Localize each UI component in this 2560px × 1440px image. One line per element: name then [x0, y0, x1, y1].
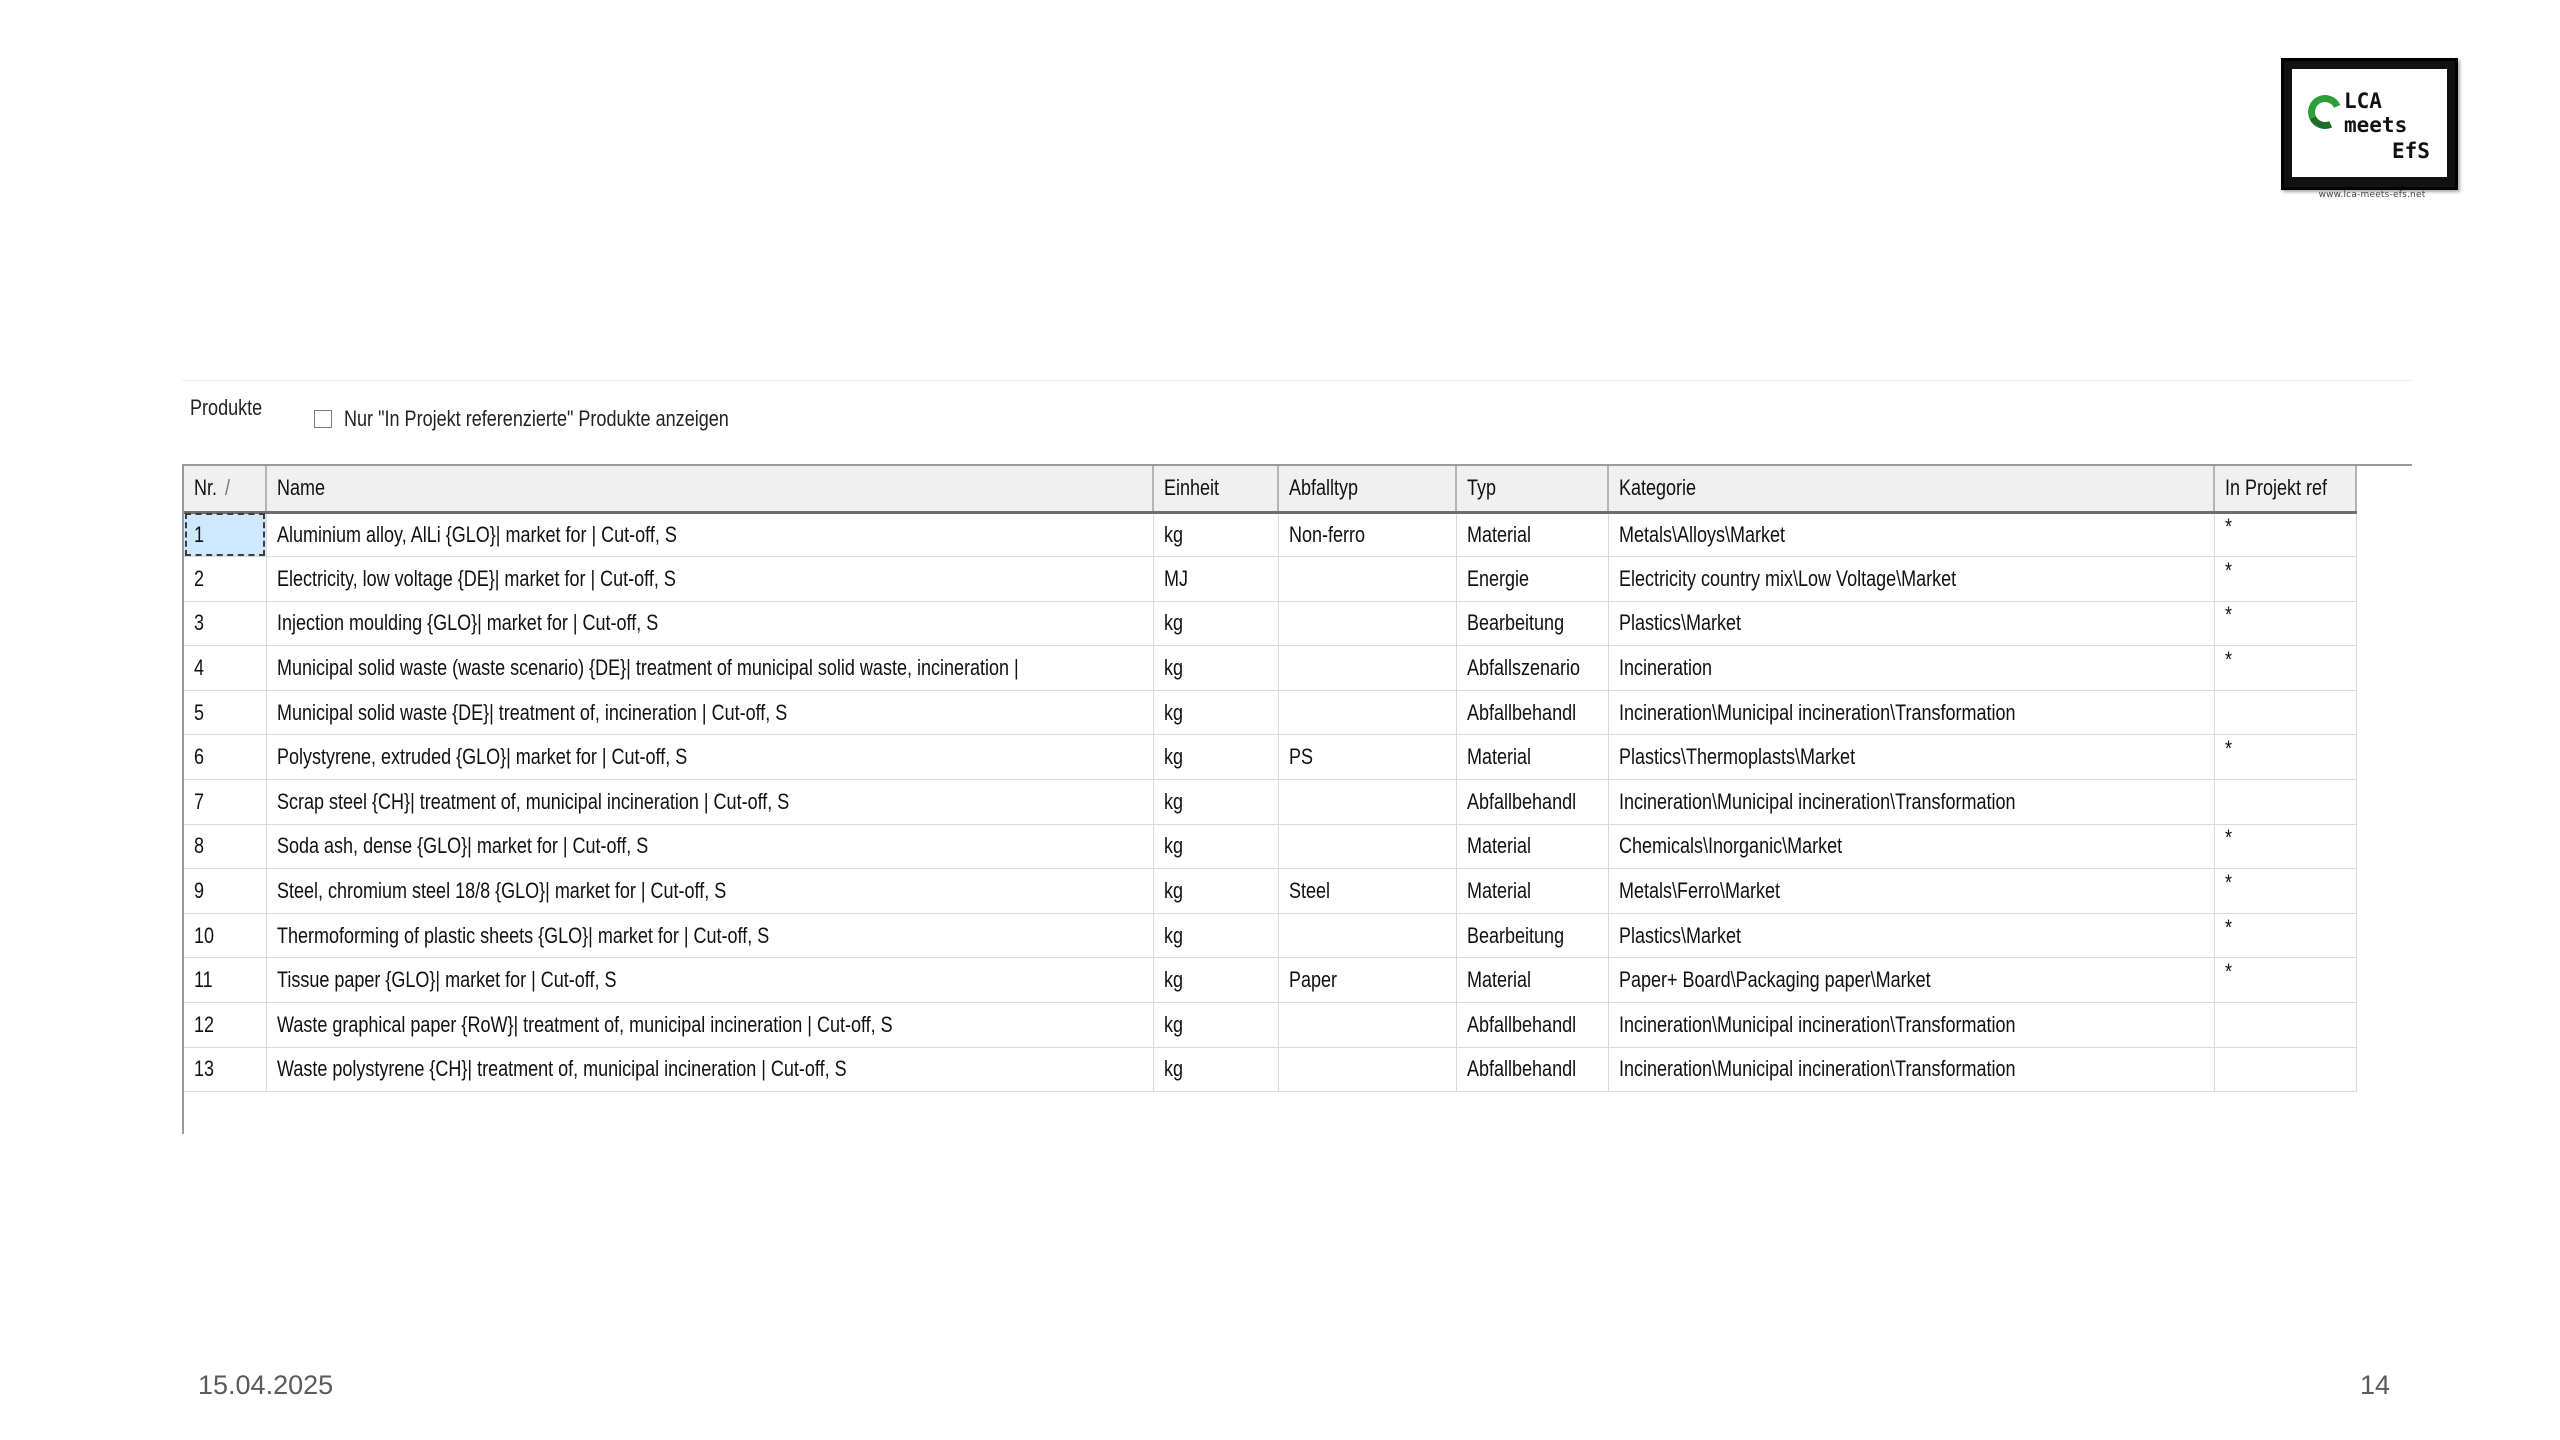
cell-kategorie[interactable]: Metals\Alloys\Market — [1608, 512, 2214, 557]
column-header-in-projekt-ref[interactable]: In Projekt ref — [2214, 466, 2356, 512]
cell-abfalltyp[interactable]: Non-ferro — [1278, 512, 1456, 557]
cell-in-projekt-ref[interactable]: * — [2214, 869, 2356, 914]
panel-title: Produkte — [190, 395, 263, 420]
cell-nr[interactable]: 3 — [184, 601, 266, 646]
column-header-kategorie[interactable]: Kategorie — [1608, 466, 2214, 512]
cell-abfalltyp[interactable] — [1278, 824, 1456, 869]
cell-typ[interactable]: Material — [1456, 958, 1608, 1003]
table-row[interactable] — [184, 958, 2356, 1003]
cell-kategorie[interactable]: Plastics\Market — [1608, 913, 2214, 958]
table-row[interactable] — [184, 512, 2356, 557]
products-table — [184, 466, 2357, 1092]
cell-typ[interactable]: Abfallbehandl — [1456, 1003, 1608, 1048]
logo-inner — [2292, 69, 2447, 177]
sort-indicator-icon: / — [225, 475, 231, 501]
cell-typ[interactable]: Abfallbehandl — [1456, 780, 1608, 825]
cell-abfalltyp[interactable]: Steel — [1278, 869, 1456, 914]
cell-nr[interactable]: 8 — [184, 824, 266, 869]
cell-kategorie[interactable]: Paper+ Board\Packaging paper\Market — [1608, 958, 2214, 1003]
cell-abfalltyp[interactable] — [1278, 690, 1456, 735]
cell-name[interactable]: Scrap steel {CH}| treatment of, municipal incineration | Cut-off, S — [266, 780, 1153, 825]
cell-in-projekt-ref[interactable] — [2214, 1003, 2356, 1048]
cell-in-projekt-ref[interactable]: * — [2214, 824, 2356, 869]
recycle-ring-icon — [2303, 90, 2347, 134]
cell-einheit[interactable]: kg — [1153, 690, 1278, 735]
cell-einheit[interactable]: kg — [1153, 869, 1278, 914]
cell-typ[interactable]: Material — [1456, 512, 1608, 557]
cell-in-projekt-ref[interactable] — [2214, 1047, 2356, 1092]
cell-typ[interactable]: Material — [1456, 824, 1608, 869]
cell-name[interactable]: Municipal solid waste (waste scenario) {DE}| treatment of municipal solid waste, incineration | — [266, 646, 1153, 691]
cell-in-projekt-ref[interactable]: * — [2214, 958, 2356, 1003]
cell-nr[interactable]: 1 — [184, 512, 266, 557]
cell-in-projekt-ref[interactable]: * — [2214, 913, 2356, 958]
cell-einheit[interactable]: kg — [1153, 958, 1278, 1003]
table-row[interactable] — [184, 646, 2356, 691]
cell-abfalltyp[interactable] — [1278, 1047, 1456, 1092]
cell-in-projekt-ref[interactable]: * — [2214, 735, 2356, 780]
cell-einheit[interactable]: MJ — [1153, 557, 1278, 602]
cell-einheit[interactable]: kg — [1153, 1047, 1278, 1092]
logo-line-2: meets — [2344, 113, 2408, 137]
cell-abfalltyp[interactable] — [1278, 601, 1456, 646]
cell-einheit[interactable]: kg — [1153, 780, 1278, 825]
column-header-nr[interactable]: Nr. / — [184, 466, 266, 512]
cell-einheit[interactable]: kg — [1153, 735, 1278, 780]
cell-nr[interactable]: 7 — [184, 780, 266, 825]
cell-in-projekt-ref[interactable] — [2214, 690, 2356, 735]
cell-kategorie[interactable]: Incineration\Municipal incineration\Transformation — [1608, 1003, 2214, 1048]
cell-kategorie[interactable]: Metals\Ferro\Market — [1608, 869, 2214, 914]
table-row[interactable] — [184, 601, 2356, 646]
cell-abfalltyp[interactable] — [1278, 780, 1456, 825]
cell-kategorie[interactable]: Plastics\Market — [1608, 601, 2214, 646]
cell-kategorie[interactable]: Incineration\Municipal incineration\Transformation — [1608, 1047, 2214, 1092]
cell-typ[interactable]: Energie — [1456, 557, 1608, 602]
cell-in-projekt-ref[interactable]: * — [2214, 646, 2356, 691]
cell-typ[interactable]: Abfallbehandl — [1456, 1047, 1608, 1092]
cell-typ[interactable]: Bearbeitung — [1456, 601, 1608, 646]
cell-kategorie[interactable]: Incineration — [1608, 646, 2214, 691]
cell-nr[interactable]: 4 — [184, 646, 266, 691]
cell-name[interactable]: Thermoforming of plastic sheets {GLO}| market for | Cut-off, S — [266, 913, 1153, 958]
logo-line-3: EfS — [2392, 139, 2430, 163]
cell-abfalltyp[interactable]: Paper — [1278, 958, 1456, 1003]
cell-name[interactable]: Steel, chromium steel 18/8 {GLO}| market for | Cut-off, S — [266, 869, 1153, 914]
cell-einheit[interactable]: kg — [1153, 1003, 1278, 1048]
cell-typ[interactable]: Abfallszenario — [1456, 646, 1608, 691]
cell-name[interactable]: Polystyrene, extruded {GLO}| market for | Cut-off, S — [266, 735, 1153, 780]
table-row[interactable] — [184, 824, 2356, 869]
cell-einheit[interactable]: kg — [1153, 512, 1278, 557]
cell-nr[interactable]: 5 — [184, 690, 266, 735]
products-panel — [182, 380, 2412, 1134]
cell-name[interactable]: Waste graphical paper {RoW}| treatment of, municipal incineration | Cut-off, S — [266, 1003, 1153, 1048]
cell-name[interactable]: Tissue paper {GLO}| market for | Cut-off, S — [266, 958, 1153, 1003]
table-row[interactable] — [184, 780, 2356, 825]
slide-date: 15.04.2025 — [198, 1370, 334, 1400]
cell-kategorie[interactable]: Incineration\Municipal incineration\Transformation — [1608, 780, 2214, 825]
table-row[interactable] — [184, 913, 2356, 958]
cell-kategorie[interactable]: Incineration\Municipal incineration\Transformation — [1608, 690, 2214, 735]
cell-nr[interactable]: 10 — [184, 913, 266, 958]
column-header-typ[interactable]: Typ — [1456, 466, 1608, 512]
table-row[interactable] — [184, 1003, 2356, 1048]
slide-page-number: 14 — [2359, 1370, 2390, 1400]
table-row[interactable] — [184, 1047, 2356, 1092]
cell-nr[interactable]: 12 — [184, 1003, 266, 1048]
cell-abfalltyp[interactable] — [1278, 557, 1456, 602]
cell-kategorie[interactable]: Plastics\Thermoplasts\Market — [1608, 735, 2214, 780]
logo-url: www.lca-meets-efs.net — [2318, 190, 2426, 200]
cell-einheit[interactable]: kg — [1153, 601, 1278, 646]
cell-nr[interactable]: 6 — [184, 735, 266, 780]
lca-meets-efs-logo — [2281, 58, 2458, 190]
cell-in-projekt-ref[interactable]: * — [2214, 601, 2356, 646]
table-row[interactable] — [184, 735, 2356, 780]
cell-abfalltyp[interactable] — [1278, 646, 1456, 691]
table-row[interactable] — [184, 557, 2356, 602]
cell-nr[interactable]: 13 — [184, 1047, 266, 1092]
table-row[interactable] — [184, 869, 2356, 914]
cell-abfalltyp[interactable] — [1278, 913, 1456, 958]
cell-name[interactable]: Electricity, low voltage {DE}| market for | Cut-off, S — [266, 557, 1153, 602]
cell-name[interactable]: Aluminium alloy, AlLi {GLO}| market for | Cut-off, S — [266, 512, 1153, 557]
cell-abfalltyp[interactable]: PS — [1278, 735, 1456, 780]
column-header-name[interactable]: Name — [266, 466, 1153, 512]
cell-typ[interactable]: Abfallbehandl — [1456, 690, 1608, 735]
referenced-only-checkbox[interactable] — [314, 410, 332, 428]
table-row[interactable] — [184, 690, 2356, 735]
cell-einheit[interactable]: kg — [1153, 824, 1278, 869]
column-header-abfalltyp[interactable]: Abfalltyp — [1278, 466, 1456, 512]
panel-top-divider — [182, 380, 2412, 381]
cell-name[interactable]: Soda ash, dense {GLO}| market for | Cut-off, S — [266, 824, 1153, 869]
cell-name[interactable]: Injection moulding {GLO}| market for | Cut-off, S — [266, 601, 1153, 646]
cell-nr[interactable]: 9 — [184, 869, 266, 914]
cell-nr[interactable]: 11 — [184, 958, 266, 1003]
cell-name[interactable]: Municipal solid waste {DE}| treatment of, incineration | Cut-off, S — [266, 690, 1153, 735]
cell-kategorie[interactable]: Chemicals\Inorganic\Market — [1608, 824, 2214, 869]
cell-einheit[interactable]: kg — [1153, 646, 1278, 691]
cell-in-projekt-ref[interactable]: * — [2214, 557, 2356, 602]
cell-name[interactable]: Waste polystyrene {CH}| treatment of, municipal incineration | Cut-off, S — [266, 1047, 1153, 1092]
cell-kategorie[interactable]: Electricity country mix\Low Voltage\Market — [1608, 557, 2214, 602]
cell-einheit[interactable]: kg — [1153, 913, 1278, 958]
cell-typ[interactable]: Bearbeitung — [1456, 913, 1608, 958]
cell-in-projekt-ref[interactable]: * — [2214, 512, 2356, 557]
cell-abfalltyp[interactable] — [1278, 1003, 1456, 1048]
cell-in-projekt-ref[interactable] — [2214, 780, 2356, 825]
referenced-only-checkbox-label[interactable]: Nur "In Projekt referenzierte" Produkte anzeigen — [344, 406, 729, 431]
cell-nr[interactable]: 2 — [184, 557, 266, 602]
table-header-row — [184, 466, 2356, 512]
cell-typ[interactable]: Material — [1456, 869, 1608, 914]
cell-typ[interactable]: Material — [1456, 735, 1608, 780]
column-header-einheit[interactable]: Einheit — [1153, 466, 1278, 512]
logo-line-1: LCA — [2344, 89, 2382, 113]
